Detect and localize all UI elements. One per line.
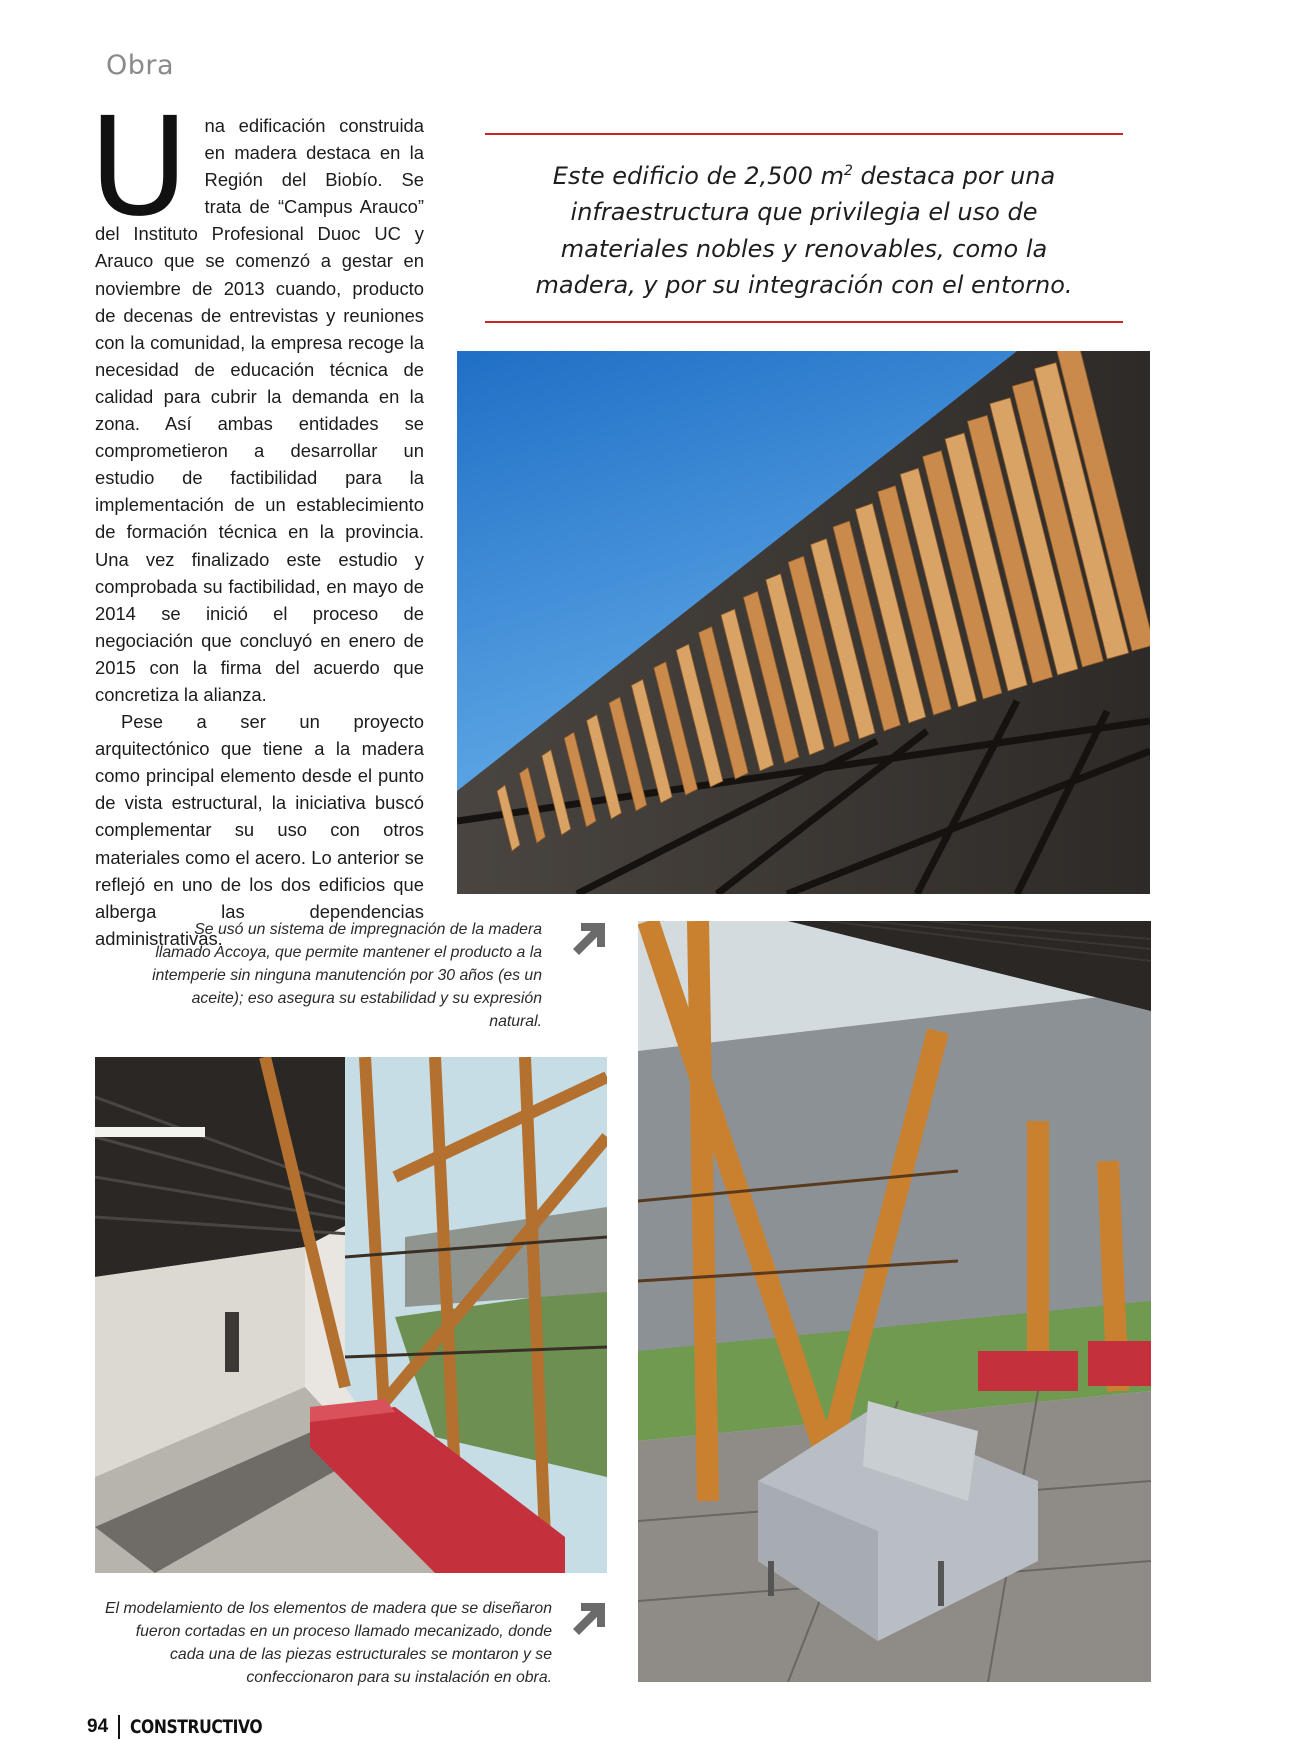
paragraph-1-text: na edificación construida en madera destaca en la Región del Biobío. Se trata de “Campus Arauco” del Instituto Profesional Duoc UC y Arauco que se comenzó a gestar en noviembre de 2013 cuando, producto de decenas de entrevistas y reuniones con la comunidad, la empresa recoge la necesidad de educación técnica de calidad para cubrir la demanda en la zona. Así ambas entidades se comprometieron a desarrollar un estudio de factibilidad para la implementación de un establecimiento de formación técnica en la provincia. Una vez finalizado este estudio y comprobada su factibilidad, en mayo de 2014 se inició el proceso de negociación que concluyó en enero de 2015 con la firma del acuerdo que concretiza la alianza. (95, 115, 424, 705)
lounge-photo (638, 921, 1151, 1682)
pull-quote (485, 133, 1123, 323)
facade-illustration (457, 351, 1150, 894)
footer-divider (118, 1715, 120, 1739)
section-label: Obra (106, 50, 175, 81)
pull-quote-text: Este edificio de 2,500 $m^2$ destaca por una infraestructura que privilegia el uso de materiales nobles y renovables, como la madera, y por su integración con el entorno. (535, 161, 1073, 299)
arrow-up-right-icon (573, 1601, 607, 1635)
superscript-2: 2 (843, 162, 853, 179)
arrow-up-right-icon (573, 921, 607, 955)
caption-facade: Se usó un sistema de impregnación de la madera llamado Accoya, que permite mantener el producto a la intemperie sin ninguna manutención por 30 años (es un aceite); eso asegura su estabilidad y su expresión natural. (152, 921, 542, 1030)
article-paragraph-2: Pese a ser un proyecto arquitectónico que tiene a la madera como principal elemento desde el punto de vista estructural, la iniciativa buscó complementar su uso con otros materiales como el acero. Lo anterior se reflejó en uno de los dos edificios que alberga las dependencias administrativas. (95, 711, 424, 949)
magazine-name: CONSTRUCTIVO (130, 1716, 263, 1738)
article-body (89, 89, 424, 952)
facade-photo (457, 351, 1150, 894)
corridor-photo (95, 1057, 607, 1573)
caption-corridor: El modelamiento de los elementos de madera que se diseñaron fueron cortadas en un proceso llamado mecanizado, donde cada una de las piezas estructurales se montaron y se confeccionaron para su instalación en obra. (105, 1600, 552, 1686)
article-paragraph-1 (89, 89, 424, 708)
page-number: 94 (87, 1716, 109, 1737)
page-footer (87, 1715, 291, 1739)
corridor-illustration (95, 1057, 607, 1573)
lounge-illustration (638, 921, 1151, 1682)
drop-cap: U (89, 89, 189, 247)
